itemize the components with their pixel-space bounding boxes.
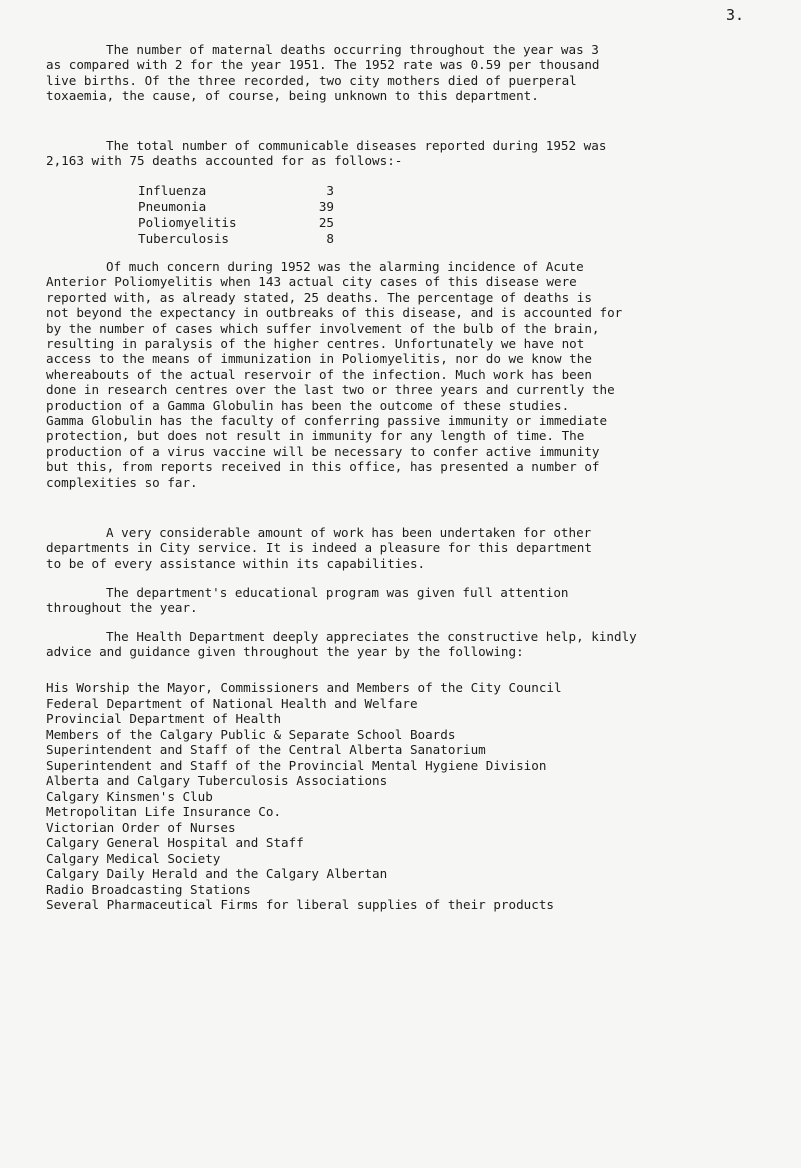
text-line: 2,163 with 75 deaths accounted for as follows:-	[46, 153, 403, 169]
disease-deaths: 8	[326, 231, 334, 246]
disease-deaths: 39	[318, 199, 334, 214]
text-line: The department's educational program was given full attention	[106, 585, 569, 600]
disease-row	[138, 183, 334, 199]
disease-name: Tuberculosis	[138, 231, 229, 246]
text-line: but this, from reports received in this office, has presented a number of	[46, 459, 600, 475]
text-line: whereabouts of the actual reservoir of the infection. Much work has been	[46, 366, 592, 382]
disease-name: Pneumonia	[138, 199, 207, 214]
acknowledgements-list	[46, 680, 562, 913]
paragraph-educational-program	[46, 585, 776, 616]
text-line: as compared with 2 for the year 1951. The 1952 rate was 0.59 per thousand	[46, 57, 600, 73]
text-line: toxaemia, the cause, of course, being unknown to this department.	[46, 88, 539, 104]
acknowledgement-item: Several Pharmaceutical Firms for liberal supplies of their products	[46, 897, 554, 912]
acknowledgement-item: Calgary General Hospital and Staff	[46, 835, 304, 850]
text-line: resulting in paralysis of the higher centres. Unfortunately we have not	[46, 336, 585, 352]
acknowledgement-item: Provincial Department of Health	[46, 711, 282, 726]
acknowledgement-item: His Worship the Mayor, Commissioners and Members of the City Council	[46, 680, 562, 695]
acknowledgement-item: Victorian Order of Nurses	[46, 819, 236, 835]
text-line: protection, but does not result in immunity for any length of time. The	[46, 428, 585, 444]
acknowledgement-item: Radio Broadcasting Stations	[46, 881, 251, 897]
text-line: access to the means of immunization in Poliomyelitis, nor do we know the	[46, 351, 592, 367]
disease-row	[138, 231, 334, 247]
paragraph-maternal-deaths	[46, 42, 776, 104]
acknowledgement-item: Superintendent and Staff of the Central Alberta Sanatorium	[46, 742, 486, 757]
disease-row	[138, 199, 334, 215]
deaths-by-disease-table	[138, 183, 334, 247]
text-line: to be of every assistance within its capabilities.	[46, 555, 426, 571]
text-line: The Health Department deeply appreciates the constructive help, kindly	[106, 629, 637, 644]
acknowledgement-item: Members of the Calgary Public & Separate School Boards	[46, 726, 456, 742]
text-line: throughout the year.	[46, 600, 198, 616]
text-line: Anterior Poliomyelitis when 143 actual city cases of this disease were	[46, 274, 577, 290]
text-line: The total number of communicable diseases reported during 1952 was	[106, 138, 607, 153]
text-line: advice and guidance given throughout the year by the following:	[46, 644, 524, 660]
text-line: reported with, as already stated, 25 deaths. The percentage of deaths is	[46, 289, 592, 305]
acknowledgement-item: Calgary Medical Society	[46, 850, 221, 866]
disease-name: Influenza	[138, 183, 207, 198]
disease-row	[138, 215, 334, 231]
text-line: production of a virus vaccine will be necessary to confer active immunity	[46, 443, 600, 459]
acknowledgement-item: Metropolitan Life Insurance Co.	[46, 804, 282, 819]
text-line: A very considerable amount of work has been undertaken for other	[106, 525, 592, 540]
acknowledgement-item: Calgary Kinsmen's Club	[46, 788, 213, 804]
text-line: The number of maternal deaths occurring throughout the year was 3	[106, 42, 599, 57]
text-line: by the number of cases which suffer involvement of the bulb of the brain,	[46, 320, 600, 336]
paragraph-appreciation	[46, 629, 776, 660]
acknowledgement-item: Superintendent and Staff of the Provincial Mental Hygiene Division	[46, 757, 547, 773]
paragraph-communicable-diseases	[46, 138, 776, 169]
paragraph-poliomyelitis	[46, 259, 776, 490]
acknowledgement-item: Federal Department of National Health and Welfare	[46, 695, 418, 711]
text-line: Of much concern during 1952 was the alarming incidence of Acute	[106, 259, 584, 274]
disease-name: Poliomyelitis	[138, 215, 237, 230]
paragraph-other-departments	[46, 525, 776, 571]
text-line: not beyond the expectancy in outbreaks of this disease, and is accounted for	[46, 305, 623, 321]
page-number: 3.	[726, 6, 745, 24]
text-line: departments in City service. It is indeed a pleasure for this department	[46, 540, 592, 556]
text-line: complexities so far.	[46, 474, 198, 490]
text-line: done in research centres over the last two or three years and currently the	[46, 382, 615, 398]
acknowledgement-item: Calgary Daily Herald and the Calgary Albertan	[46, 866, 388, 881]
disease-deaths: 3	[326, 183, 334, 198]
disease-deaths: 25	[318, 215, 334, 230]
text-line: production of a Gamma Globulin has been the outcome of these studies.	[46, 397, 570, 413]
text-line: Gamma Globulin has the faculty of conferring passive immunity or immediate	[46, 413, 608, 429]
acknowledgement-item: Alberta and Calgary Tuberculosis Associations	[46, 773, 388, 788]
text-line: live births. Of the three recorded, two city mothers died of puerperal	[46, 72, 577, 88]
